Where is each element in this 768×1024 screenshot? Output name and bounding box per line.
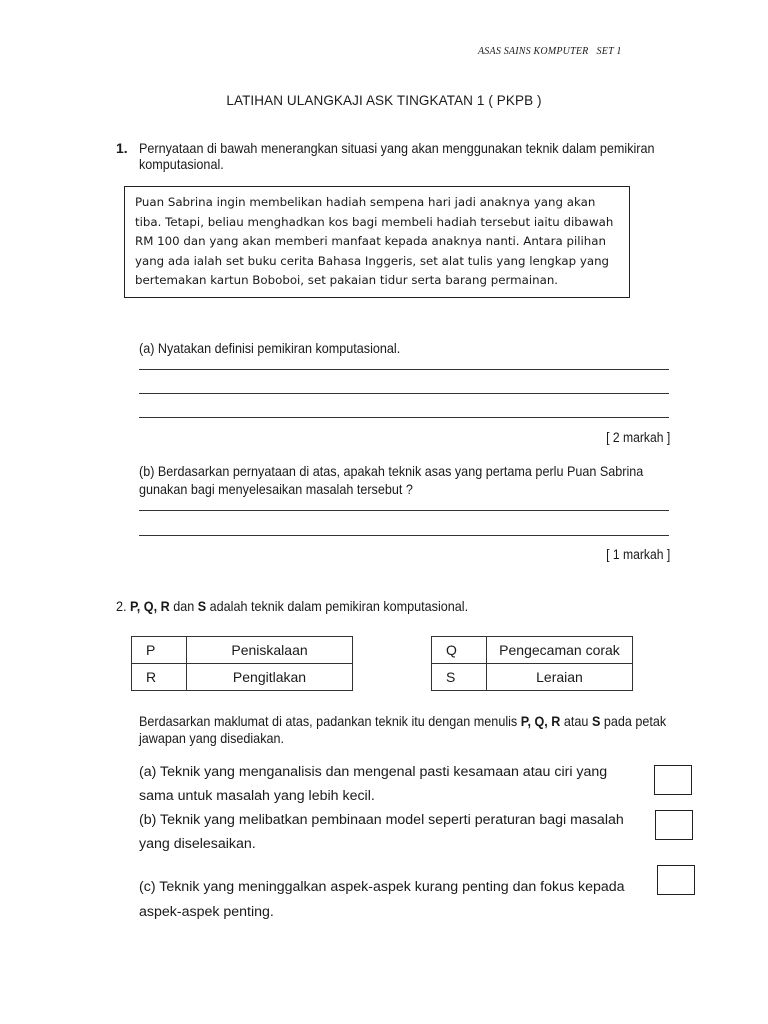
table-row <box>132 637 353 664</box>
technique-key: S <box>432 664 487 691</box>
technique-letters: P, Q, R <box>130 598 170 614</box>
technique-table-left <box>131 636 353 691</box>
scenario-line: tiba. Tetapi, beliau menghadkan kos bagi membeli hadiah tersebut iaitu dibawah <box>135 214 614 229</box>
table-row <box>432 664 633 691</box>
question-2-instruction-line-1: Berdasarkan maklumat di atas, padankan teknik itu dengan menulis P, Q, R atau S pada petak <box>139 713 667 729</box>
scenario-box <box>124 186 630 298</box>
technique-key: P <box>132 637 187 664</box>
answer-line[interactable] <box>139 417 669 418</box>
technique-name: Peniskalaan <box>187 637 353 664</box>
technique-table-right <box>431 636 633 691</box>
question-2a-line-1: (a) Teknik yang menganalisis dan mengenal pasti kesamaan atau ciri yang <box>139 764 608 780</box>
scenario-line: Puan Sabrina ingin membelikan hadiah sempena hari jadi anaknya yang akan <box>135 195 596 209</box>
question-2c-line-2: aspek-aspek penting. <box>139 904 274 920</box>
question-1b-line-2: gunakan bagi menyelesaikan masalah tersebut ? <box>139 481 413 497</box>
scenario-line: bertemakan kartun Boboboi, set pakaian tidur serta barang permainan. <box>135 273 559 287</box>
question-2a-line-2: sama untuk masalah yang lebih kecil. <box>139 788 375 804</box>
scenario-line: RM 100 dan yang akan memberi manfaat kepada anaknya nanti. Antara pilihan <box>135 234 606 248</box>
technique-key: Q <box>432 637 487 664</box>
question-2b-line-2: yang diselesaikan. <box>139 836 256 852</box>
answer-box-2c[interactable] <box>657 865 695 895</box>
table-row <box>132 664 353 691</box>
question-1a-text: (a) Nyatakan definisi pemikiran komputasional. <box>139 340 401 356</box>
question-2c-line-1: (c) Teknik yang meninggalkan aspek-aspek kurang penting dan fokus kepada <box>139 879 625 895</box>
answer-line[interactable] <box>139 369 669 370</box>
document-set-label: ASAS SAINS KOMPUTER SET 1 <box>478 46 622 57</box>
technique-name: Leraian <box>487 664 633 691</box>
question-1-number: 1. <box>116 140 128 156</box>
page-title: LATIHAN ULANGKAJI ASK TINGKATAN 1 ( PKPB ) <box>226 93 542 108</box>
technique-name: Pengitlakan <box>187 664 353 691</box>
technique-key: R <box>132 664 187 691</box>
question-2-instruction-line-2: jawapan yang disediakan. <box>139 730 285 746</box>
answer-line[interactable] <box>139 393 669 394</box>
technique-letter-s: S <box>197 598 207 614</box>
question-1-intro-line-1: Pernyataan di bawah menerangkan situasi yang akan menggunakan teknik dalam pemikiran <box>139 140 655 156</box>
answer-box-2a[interactable] <box>654 765 692 795</box>
question-2b-line-1: (b) Teknik yang melibatkan pembinaan model seperti peraturan bagi masalah <box>139 812 624 828</box>
question-2-intro: 2. P, Q, R dan S adalah teknik dalam pemikiran komputasional. <box>116 598 469 614</box>
question-2-number: 2. <box>116 598 127 614</box>
question-1-intro-line-2: komputasional. <box>139 156 224 172</box>
question-1a-marks: [ 2 markah ] <box>605 430 670 445</box>
question-1b-marks: [ 1 markah ] <box>605 547 670 562</box>
question-1b-line-1: (b) Berdasarkan pernyataan di atas, apakah teknik asas yang pertama perlu Puan Sabrina <box>139 463 644 479</box>
answer-box-2b[interactable] <box>655 810 693 840</box>
technique-name: Pengecaman corak <box>487 637 633 664</box>
answer-line[interactable] <box>139 535 669 536</box>
scenario-line: yang ada ialah set buku cerita Bahasa Inggeris, set alat tulis yang lengkap yang <box>135 253 610 268</box>
answer-line[interactable] <box>139 510 669 511</box>
table-row <box>432 637 633 664</box>
